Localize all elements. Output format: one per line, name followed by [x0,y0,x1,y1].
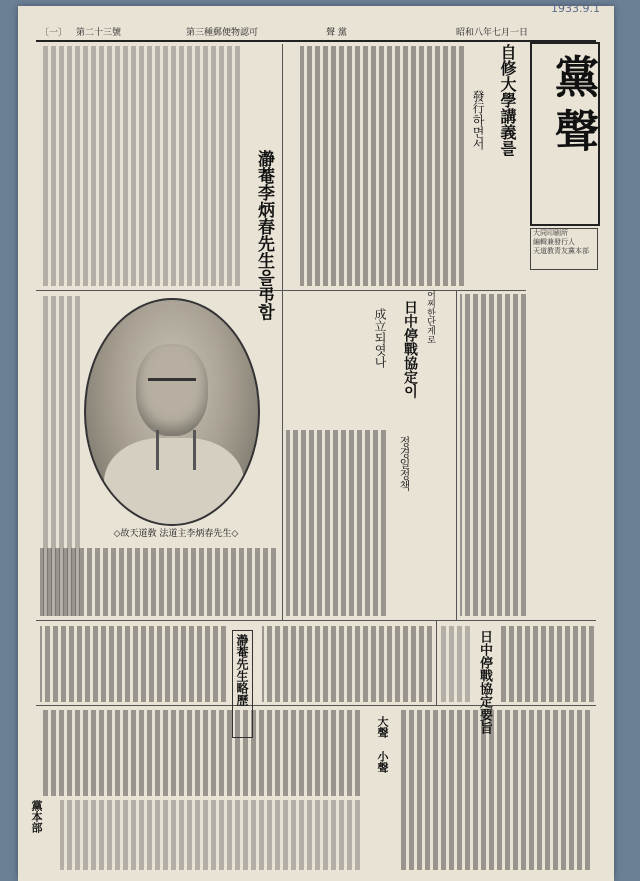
masthead-date: 昭和八年七月一日 [456,28,529,38]
body-text-block [40,46,240,286]
body-text-block [262,626,432,702]
body-text-block [40,626,226,702]
subhead-self-study: 發行하면서 [471,90,485,150]
masthead-paper-name: 聲 黨 [326,28,347,38]
masthead [36,24,596,42]
subhead-japan-china: 成立되엿나 [373,308,387,368]
body-text-block [60,800,360,870]
portrait-eyes [148,378,196,385]
body-text-block [460,294,526,616]
headline-self-study: 自修大學講義를 [498,44,517,156]
column-divider [436,620,437,705]
portrait-collar [156,430,196,470]
headline-big-small-voice: 大聲 小聲 [376,716,389,773]
headline-japan-china: 日中停戰協定이 [402,300,418,398]
headline-jc-essentials: 日中停戰協定要旨 [477,630,492,734]
headline-political-line: 정경일정책 [398,436,411,491]
issue-number: 第二十三號 [76,28,122,38]
body-text-block [40,548,276,616]
section-divider [36,705,596,706]
lead-japan-china: 어찌한단게로 [425,290,435,344]
headline-party-hq: 黨本部 [30,800,43,833]
body-text-block [40,710,360,796]
publisher-line: 天道教青友黨本部 [533,247,589,255]
column-divider [456,290,457,620]
publisher-line: 大同印刷所 [533,229,568,237]
headline-biography: 瀞菴先生略歷 [232,630,253,738]
publisher-box [530,228,598,270]
body-text-block [440,626,470,702]
section-divider [36,290,526,291]
body-text-block [500,626,594,702]
publisher-line: 編輯兼發行人 [533,238,575,246]
portrait-photo [84,298,260,526]
handwritten-date: 1933.9.1 [551,2,600,15]
section-divider [36,620,596,621]
issue-bracket: 〔一〕 [40,28,68,38]
portrait-face [136,344,208,436]
body-text-block [300,46,464,286]
title-box [530,42,600,226]
paper-title: 黨聲 [547,54,598,162]
photo-caption: ◇故天道敎 法道主李炳春先生◇ [113,529,239,539]
column-divider [282,44,283,620]
body-text-block [400,710,590,870]
postal-note: 第三種郵便物認可 [186,28,259,38]
headline-mourning: 瀞菴李炳春先生을弔함 [254,150,274,320]
body-text-block [286,430,386,616]
